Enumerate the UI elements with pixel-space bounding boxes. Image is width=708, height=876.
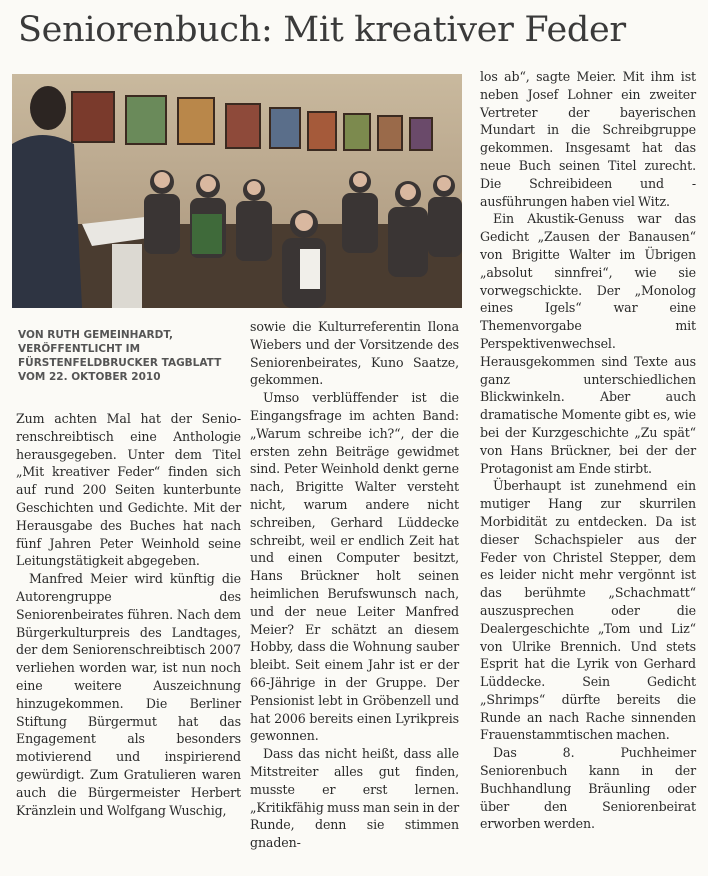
paragraph: Dass das nicht heißt, dass alle Mitstreiter alles gut finden, musste er erst lernen. „Kritikfähig muss man sein in der Runde, denn sie stimmen gnaden- [250, 746, 459, 851]
paragraph: Das 8. Puchheimer Seniorenbuch kann in der Buchhandlung Bräunling oder über den Seniorenbeirat erworben werden. [480, 745, 696, 832]
paragraph: Manfred Meier wird künftig die Autorengruppe des Seniorenbeirates führen. Nach dem Bürgerkulturpreis des Landtages, der dem Seniorenschreibtisch 2007 verliehen worden war, ist nun noch eine weitere Auszeichnung hinzugekommen. Die Berliner Stiftung Bürgermut hat das Engagement als besonders motivierend und inspirierend gewürdigt. Zum Gratulieren waren auch die Bürgermeister Herbert Kränzlein und Wolfgang Wuschig, [16, 571, 241, 818]
headline: Seniorenbuch: Mit kreativer Feder [18, 10, 626, 50]
article-column-2 [250, 318, 459, 852]
byline [18, 328, 244, 384]
paragraph: los ab“, sagte Meier. Mit ihm ist neben Josef Lohner ein zweiter Vertreter der bayerischen Mundart in die Schreibgruppe gekommen. Insgesamt hat das neue Buch seinen Titel zurecht. Die Schreibideen und -ausführungen haben viel Witz. [480, 69, 696, 209]
article-column-1 [16, 410, 241, 819]
article-photo [12, 74, 462, 308]
paragraph: Überhaupt ist zunehmend ein mutiger Hang zur skurrilen Morbidität zu entdecken. Da ist dieser Schachspieler aus der Feder von Christel Stepper, dem es leider nicht mehr vergönnt ist das berühmte „Schachmatt“ auszusprechen oder die Dealergeschichte „Tom und Liz“ von Ulrike Brennich. Und stets Esprit hat die Lyrik von Gerhard Lüddecke. Sein Gedicht „Shrimps“ dürfte bereits die Runde an nach Rache sinnenden Frauenstammtischen machen. [480, 478, 696, 743]
photo-illustration [12, 74, 462, 308]
byline-line: VON RUTH GEMEINHARDT, [18, 329, 174, 341]
byline-line: VOM 22. OKTOBER 2010 [18, 371, 161, 383]
paragraph: Zum achten Mal hat der Senio-renschreibtisch eine Anthologie herausgegeben. Unter dem Titel „Mit kreativer Feder“ finden sich auf rund 200 Seiten kunterbunte Geschichten und Gedichte. Mit der Herausgabe des Buches hat nach fünf Jahren Peter Weinhold seine Leitungstätigkeit abgegeben. [16, 411, 241, 569]
paragraph: Ein Akustik-Genuss war das Gedicht „Zausen der Banausen“ von Brigitte Walter im Übrigen „absolut sinnfrei“, wie sie vorwegschickte. Der „Monolog eines Igels“ war eine Themenvorgabe mit Perspektivenwechsel. Herausgekommen sind Texte aus ganz unterschiedlichen Blickwinkeln. Aber auch dramatische Momente gibt es, wie bei der Kurzgeschichte „Zu spät“ von Hans Brückner, bei der der Protagonist am Ende stirbt. [480, 211, 696, 476]
byline-line: VERÖFFENTLICHT IM [18, 343, 141, 355]
byline-line: FÜRSTENFELDBRUCKER TAGBLATT [18, 357, 222, 369]
paragraph: Umso verblüffender ist die Eingangsfrage im achten Band: „Warum schreibe ich?“, der die ersten zehn Beiträge gewidmet sind. Peter Weinhold denkt gerne nach, Brigitte Walter versteht nicht, warum andere nicht schreiben, Gerhard Lüddecke schreibt, weil er endlich Zeit hat und einen Computer besitzt, Hans Brückner holt seinen heimlichen Berufswunsch nach, und der neue Leiter Manfred Meier? Er schätzt an diesem Hobby, dass die Wohnung sauber bleibt. Seit einem Jahr ist er der 66-Jährige in der Gruppe. Der Pensionist lebt in Gröbenzell und hat 2006 bereits einen Lyrikpreis gewonnen. [250, 390, 459, 744]
article-column-3 [480, 68, 696, 833]
paragraph: sowie die Kulturreferentin Ilona Wiebers und der Vorsitzende des Seniorenbeirates, Kuno Saatze, gekommen. [250, 319, 459, 388]
